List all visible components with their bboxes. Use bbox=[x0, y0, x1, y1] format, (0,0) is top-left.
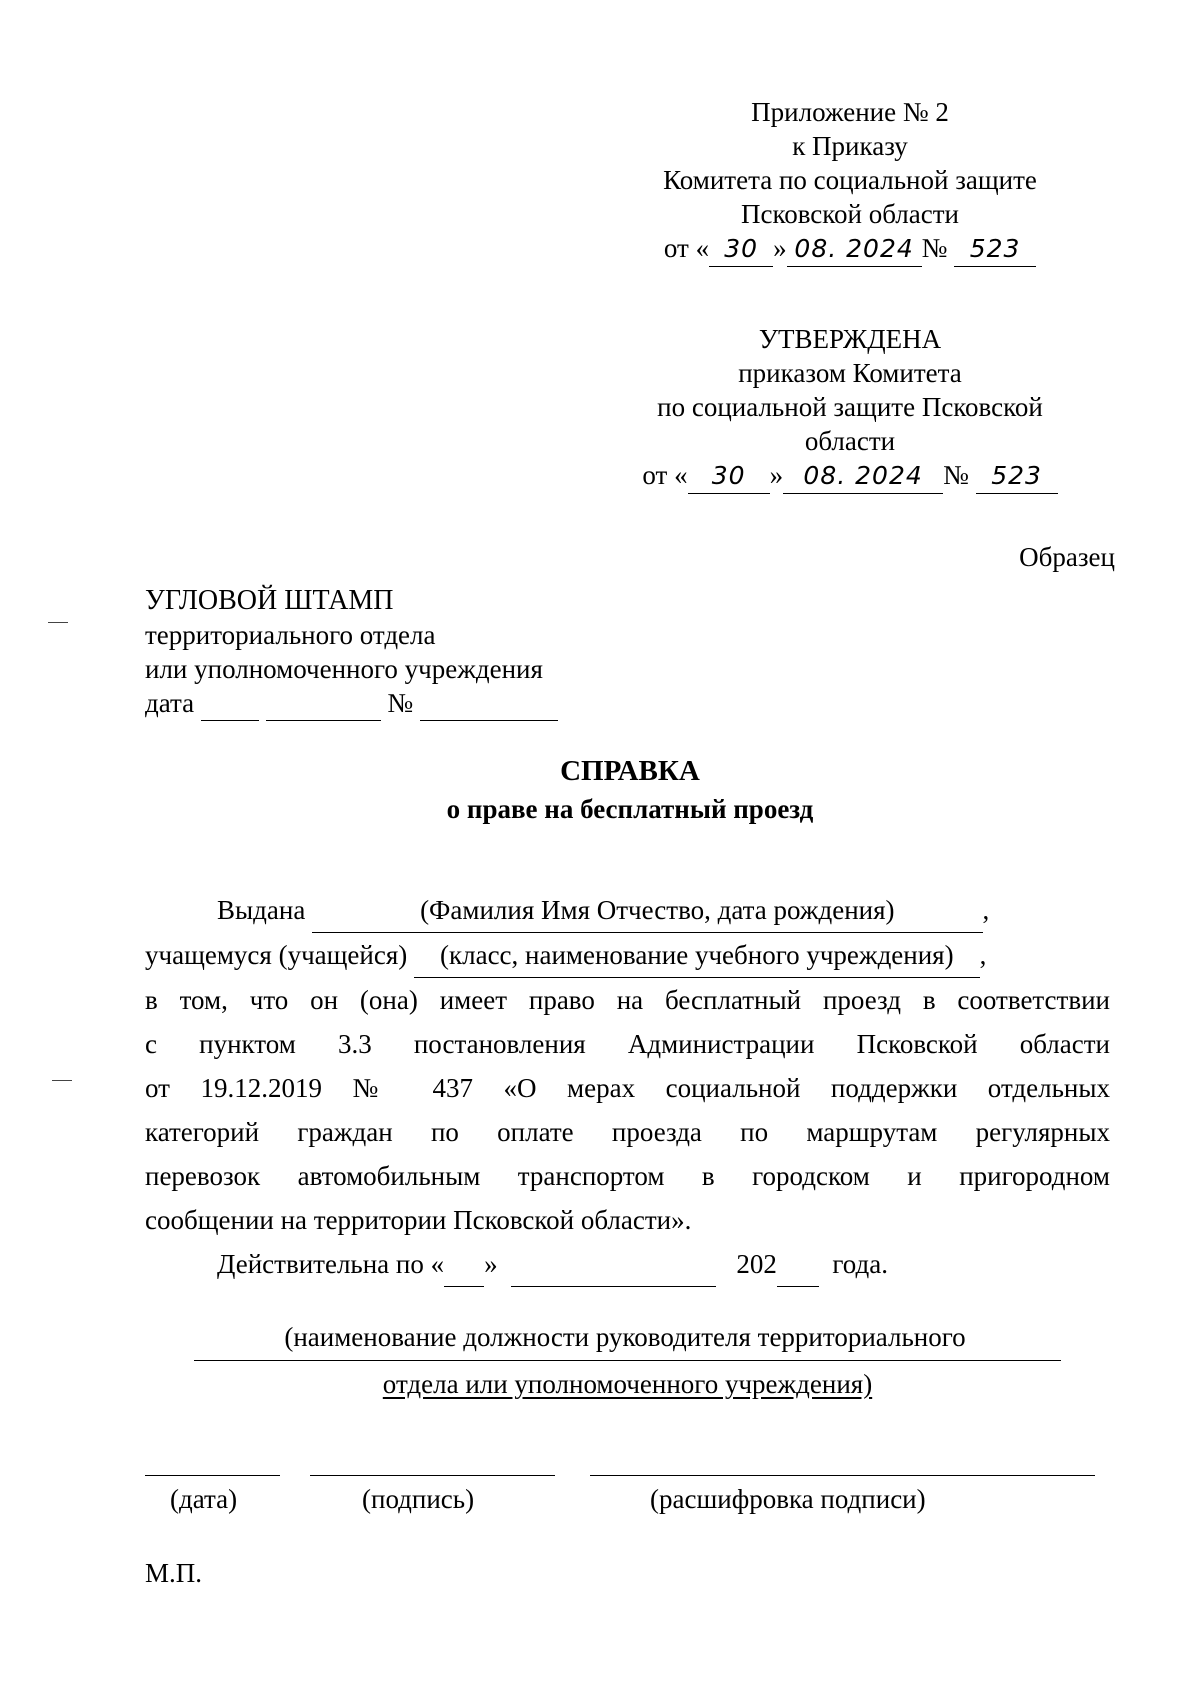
decoding-signature-line bbox=[590, 1475, 1095, 1476]
student-hint: (класс, наименование учебного учреждения) bbox=[440, 933, 954, 978]
approval-month-year: 08. 2024 bbox=[783, 459, 943, 494]
valid-month-field bbox=[511, 1242, 716, 1287]
appendix-date-prefix: от « bbox=[663, 233, 710, 263]
approval-line-4: области bbox=[804, 426, 896, 456]
position-hint-2: отдела или уполномоченного учреждения) bbox=[382, 1369, 873, 1399]
appendix-date-line bbox=[620, 231, 1080, 267]
issued-hint: (Фамилия Имя Отчество, дата рождения) bbox=[420, 888, 894, 933]
stamp-line-2: территориального отдела bbox=[145, 620, 436, 650]
appendix-number: 523 bbox=[954, 232, 1036, 267]
body-line-3: в том, что он (она) имеет право на бесплатный проезд в соответствии bbox=[145, 985, 1110, 1015]
corner-stamp bbox=[145, 584, 625, 721]
appendix-line-2: к Приказу bbox=[792, 131, 908, 161]
approval-date-prefix: от « bbox=[642, 460, 688, 490]
body-line-8: сообщении на территории Псковской области». bbox=[145, 1205, 692, 1235]
valid-year-suffix: года. bbox=[832, 1249, 888, 1279]
position-blank-right bbox=[966, 1314, 1061, 1361]
stamp-date-label: дата bbox=[145, 688, 195, 718]
issued-blank-left bbox=[312, 888, 420, 933]
appendix-title: Приложение № 2 bbox=[751, 97, 949, 127]
stamp-date-field-2 bbox=[266, 686, 381, 721]
valid-day-field bbox=[444, 1242, 484, 1287]
document-heading bbox=[0, 752, 1200, 828]
date-signature-line bbox=[145, 1475, 280, 1476]
student-label: учащемуся (учащейся) bbox=[145, 940, 408, 970]
signature-caption: (подпись) bbox=[362, 1484, 475, 1514]
heading-title: СПРАВКА bbox=[560, 755, 700, 787]
approval-line-3: по социальной защите Псковской bbox=[657, 392, 1043, 422]
student-line bbox=[145, 933, 1110, 978]
appendix-line-3: Комитета по социальной защите bbox=[663, 165, 1037, 195]
student-comma: , bbox=[979, 940, 987, 970]
body-text bbox=[145, 888, 1110, 1287]
heading-subtitle: о праве на бесплатный проезд bbox=[446, 794, 814, 824]
valid-close: » bbox=[484, 1249, 498, 1279]
student-blank-right bbox=[954, 933, 980, 978]
signature-date-caption: (дата) bbox=[170, 1484, 238, 1514]
student-blank-left bbox=[414, 933, 440, 978]
approval-number: 523 bbox=[976, 459, 1058, 494]
stamp-num-label: № bbox=[387, 688, 414, 718]
decoding-caption: (расшифровка подписи) bbox=[650, 1484, 926, 1514]
position-line-1 bbox=[145, 1314, 1110, 1361]
sample-label: Образец bbox=[1019, 542, 1115, 572]
approval-block bbox=[620, 322, 1080, 494]
position-hint-1: (наименование должности руководителя территориального bbox=[284, 1314, 965, 1361]
stamp-title: УГЛОВОЙ ШТАМП bbox=[145, 585, 394, 616]
appendix-month-sep: » bbox=[773, 233, 787, 263]
approval-day: 30 bbox=[688, 459, 770, 494]
stamp-num-field bbox=[420, 686, 558, 721]
issued-comma: , bbox=[982, 895, 990, 925]
approval-line-2: приказом Комитета bbox=[738, 358, 962, 388]
issued-label: Выдана bbox=[217, 895, 306, 925]
approval-title: УТВЕРЖДЕНА bbox=[758, 324, 942, 354]
appendix-num-prefix: № bbox=[921, 233, 948, 263]
approval-date-line bbox=[620, 458, 1080, 494]
stamp-date-field-1 bbox=[201, 686, 259, 721]
approval-month-sep: » bbox=[769, 460, 784, 490]
valid-year-field bbox=[777, 1242, 819, 1287]
body-line-5: от 19.12.2019 № 437 «О мерах социальной поддержки отдельных bbox=[145, 1073, 1110, 1103]
signature-line bbox=[310, 1475, 555, 1476]
body-line-4: с пунктом 3.3 постановления Администрации Псковской области bbox=[145, 1029, 1110, 1059]
valid-label: Действительна по « bbox=[217, 1249, 445, 1279]
validity-line bbox=[145, 1242, 1110, 1287]
seal-label: М.П. bbox=[145, 1558, 203, 1588]
issued-line bbox=[145, 888, 1110, 933]
appendix-line-4: Псковской области bbox=[740, 199, 959, 229]
position-blank-left bbox=[194, 1314, 284, 1361]
body-line-7: перевозок автомобильным транспортом в городском и пригородном bbox=[145, 1161, 1110, 1191]
binding-mark-top bbox=[48, 622, 68, 623]
position-line-2 bbox=[145, 1361, 1110, 1407]
stamp-date-line bbox=[145, 686, 625, 721]
appendix-block bbox=[620, 95, 1080, 267]
body-line-6: категорий граждан по оплате проезда по маршрутам регулярных bbox=[145, 1117, 1110, 1147]
approval-num-prefix: № bbox=[943, 460, 969, 490]
issued-blank-right bbox=[895, 888, 983, 933]
position-block bbox=[145, 1314, 1110, 1407]
appendix-month-year: 08. 2024 bbox=[787, 232, 922, 267]
binding-mark-bottom bbox=[52, 1080, 72, 1081]
valid-year-prefix: 202 bbox=[736, 1249, 777, 1279]
appendix-day: 30 bbox=[709, 232, 773, 267]
stamp-line-3: или уполномоченного учреждения bbox=[145, 654, 543, 684]
